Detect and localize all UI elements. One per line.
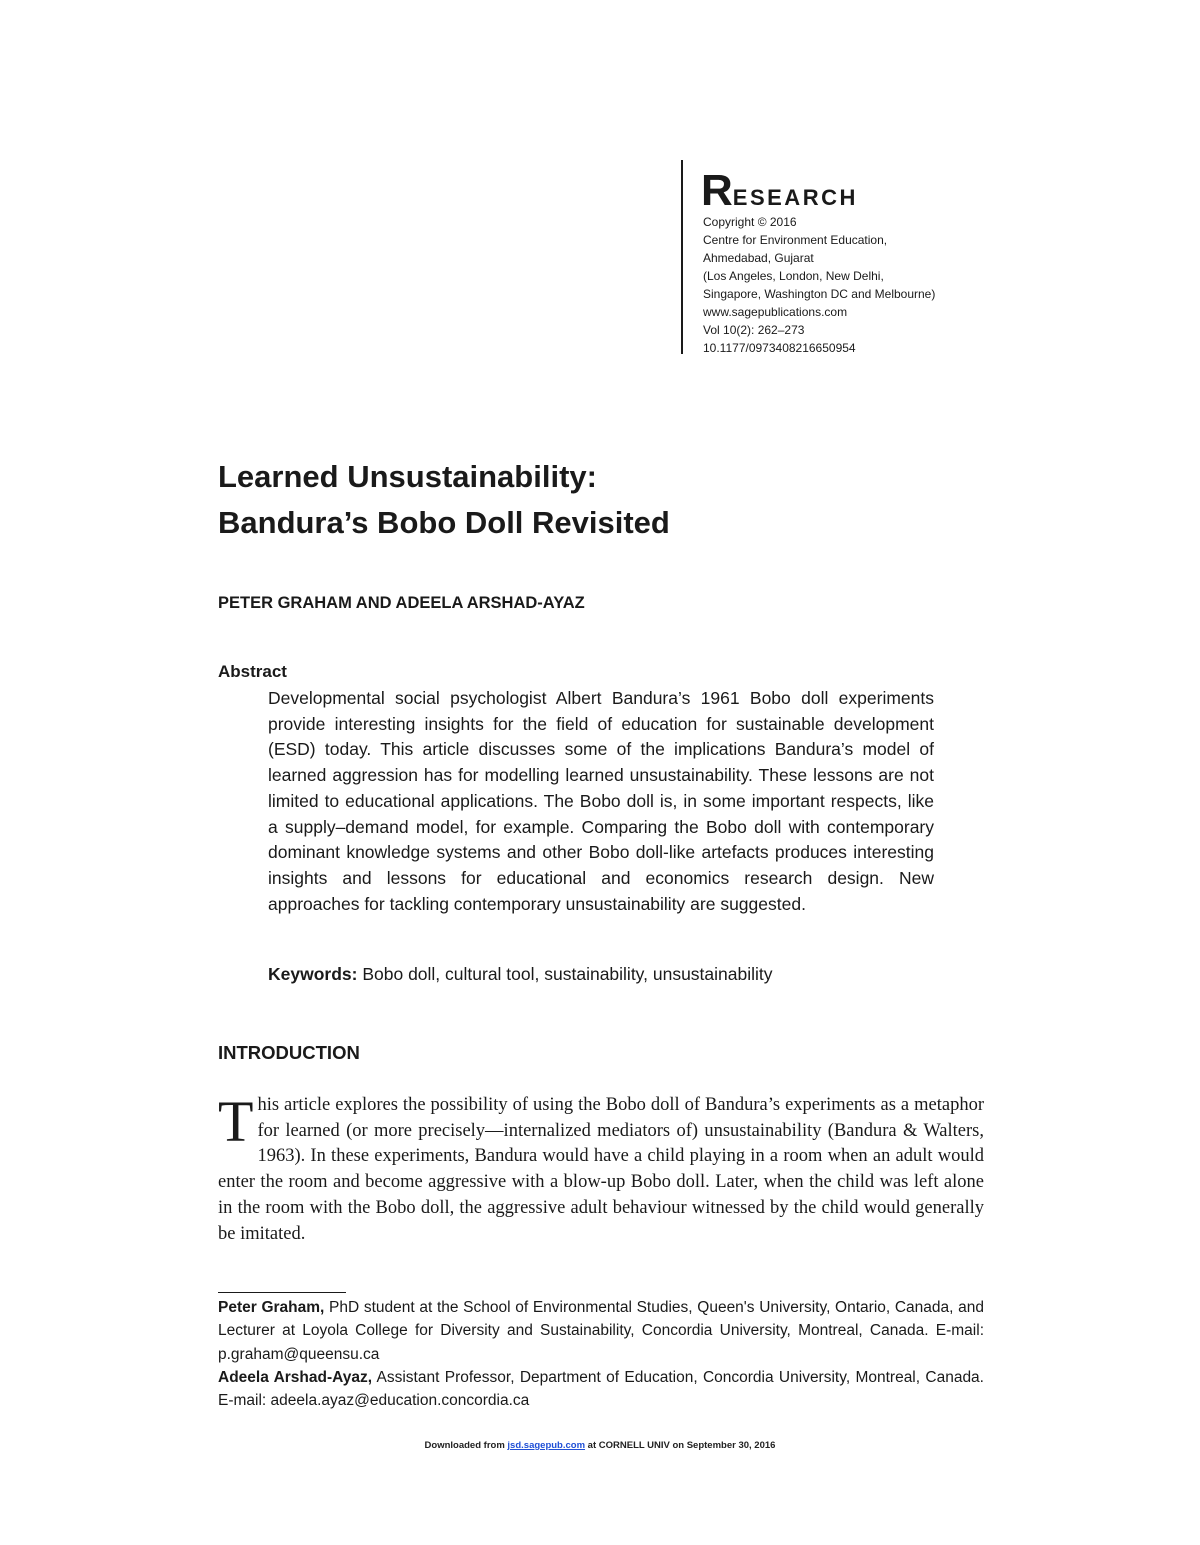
section-label-cap: R (701, 166, 733, 215)
meta-line: 10.1177/0973408216650954 (703, 341, 856, 355)
meta-line: Vol 10(2): 262–273 (703, 323, 805, 337)
title-line-2: Bandura’s Bobo Doll Revisited (218, 505, 670, 540)
footnote-author-1 (218, 1296, 984, 1366)
meta-line: Ahmedabad, Gujarat (703, 251, 814, 265)
meta-line: Singapore, Washington DC and Melbourne) (703, 287, 936, 301)
author-footnote (218, 1296, 984, 1412)
meta-line: www.sagepublications.com (703, 305, 848, 319)
download-suffix: at CORNELL UNIV on September 30, 2016 (585, 1440, 776, 1451)
download-notice (0, 1440, 1200, 1451)
title-line-1: Learned Unsustainability: (218, 459, 597, 494)
keywords-line (268, 964, 773, 985)
footnote-author-2-text: Assistant Professor, Department of Education, Concordia University, Montreal, Canada. E-mail: adeela.ayaz@education.concordia.ca (218, 1368, 984, 1410)
publication-meta (703, 213, 935, 357)
keywords-label: Keywords: (268, 964, 358, 984)
article-title (218, 454, 978, 546)
abstract-heading: Abstract (218, 662, 287, 681)
introduction-text: his article explores the possibility of using the Bobo doll of Bandura’s experiments as a metaphor for learned (or more precisely—internalized mediators of) unsustainability (Bandura & Walters, 1963). In these experiments, Bandura would have a child playing in a room when an adult would enter the room and become aggressive with a blow-up Bobo doll. Later, when the child was left alone in the room with the Bobo doll, the aggressive adult behaviour witnessed by the child would generally be imitated. (218, 1095, 984, 1244)
meta-line: (Los Angeles, London, New Delhi, (703, 269, 884, 283)
meta-line: Centre for Environment Education, (703, 233, 888, 247)
abstract-body: Developmental social psychologist Albert Bandura’s 1961 Bobo doll experiments provide interesting insights for the field of education for sustainable development (ESD) today. This article discusses some of the implications Bandura’s model of learned aggression has for modelling learned unsustainability. These lessons are not limited to educational applications. The Bobo doll is, in some important respects, like a supply–demand model, for example. Comparing the Bobo doll with contemporary dominant knowledge systems and other Bobo doll-like artefacts produces interesting insights and lessons for educational and economics research design. New approaches for tackling contemporary unsustainability are suggested. (268, 688, 934, 914)
author-byline: PETER GRAHAM AND ADEELA ARSHAD-AYAZ (218, 594, 585, 612)
introduction-paragraph (218, 1089, 984, 1247)
section-label-rest: ESEARCH (732, 185, 858, 210)
introduction-heading: INTRODUCTION (218, 1042, 360, 1063)
footnote-author-1-name: Peter Graham, (218, 1299, 325, 1316)
footnote-author-2-name: Adeela Arshad-Ayaz, (218, 1368, 373, 1386)
footnote-author-1-text: PhD student at the School of Environmental Studies, Queen's University, Ontario, Canada, and Lecturer at Loyola College for Diversity and Sustainability, Concordia University, Montreal, Canada. E-mail: p.graham@queensu.ca (218, 1299, 985, 1363)
download-link[interactable]: jsd.sagepub.com (507, 1440, 586, 1451)
drop-cap: T (218, 1089, 254, 1154)
footnote-rule (218, 1292, 346, 1293)
section-label (701, 166, 858, 216)
keywords-text: Bobo doll, cultural tool, sustainability, unsustainability (357, 964, 773, 984)
download-prefix: Downloaded from (424, 1440, 508, 1451)
header-vertical-rule (681, 160, 683, 354)
footnote-author-2 (218, 1366, 984, 1413)
meta-line: Copyright © 2016 (703, 215, 797, 229)
journal-header-block (681, 160, 1001, 354)
